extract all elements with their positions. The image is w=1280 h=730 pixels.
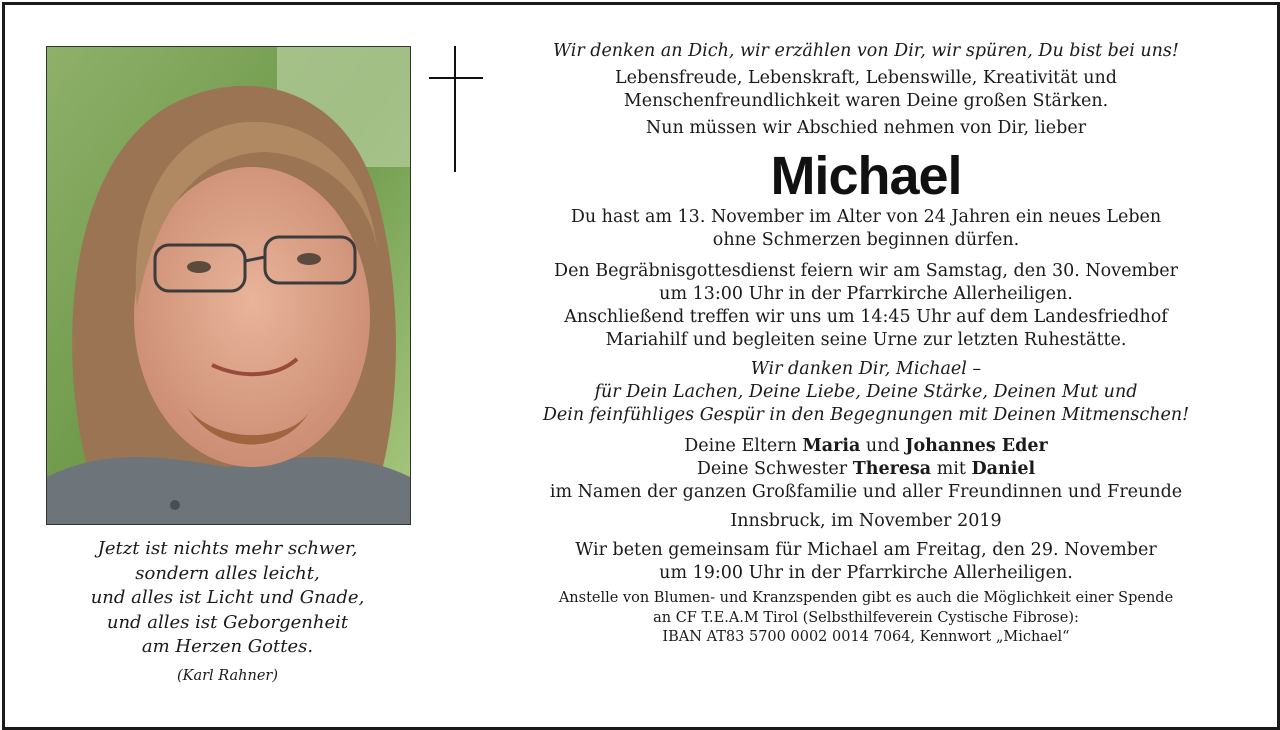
funeral-text-line: um 13:00 Uhr in der Pfarrkirche Allerheiligen. <box>659 284 1073 304</box>
strengths-line: Menschenfreundlichkeit waren Deine großen Stärken. <box>623 91 1109 111</box>
portrait-illustration <box>47 47 410 524</box>
funeral-text-line: Anschließend treffen wir uns um 14:45 Uhr auf dem Landesfriedhof <box>564 307 1168 327</box>
donation-line: Anstelle von Blumen- und Kranzspenden gibt es auch die Möglichkeit einer Spende <box>558 590 1174 606</box>
donation-line: an CF T.E.A.M Tirol (Selbsthilfeverein Cystische Fibrose): <box>653 609 1079 626</box>
poem-line: Jetzt ist nichts mehr schwer, <box>97 538 358 559</box>
mourners-prefix: Deine Eltern <box>684 436 803 456</box>
deceased-name: Michael <box>770 146 962 206</box>
mourners-joiner: und <box>860 436 906 456</box>
poem-attribution: (Karl Rahner) <box>176 668 279 684</box>
thanks-line: Wir danken Dir, Michael – <box>750 359 982 379</box>
poem-line: sondern alles leicht, <box>135 562 320 584</box>
farewell-line: Nun müssen wir Abschied nehmen von Dir, lieber <box>645 118 1087 138</box>
death-text-line: ohne Schmerzen beginnen dürfen. <box>712 230 1020 250</box>
mourners-family: im Namen der ganzen Großfamilie und aller Freundinnen und Freunde <box>549 482 1183 502</box>
thanks-line: Dein feinfühliges Gespür in den Begegnungen mit Deinen Mitmenschen! <box>542 405 1190 425</box>
mourner-name: Daniel <box>971 459 1036 479</box>
mourner-name: Johannes Eder <box>905 436 1048 456</box>
poem-line: am Herzen Gottes. <box>141 636 314 657</box>
obituary-text <box>500 40 1232 648</box>
death-text-line: Du hast am 13. November im Alter von 24 Jahren ein neues Leben <box>570 207 1162 227</box>
poem-line: und alles ist Geborgenheit <box>106 611 349 633</box>
prayer-line: Wir beten gemeinsam für Michael am Freitag, den 29. November <box>575 540 1157 560</box>
mourners-joiner: mit <box>931 459 972 479</box>
mourners-parents <box>500 435 1232 458</box>
poem-line: und alles ist Licht und Gnade, <box>90 587 365 608</box>
portrait-photo <box>46 46 411 525</box>
mourner-name: Maria <box>802 436 861 456</box>
thanks-line: für Dein Lachen, Deine Liebe, Deine Stärke, Deinen Mut und <box>594 382 1138 402</box>
prayer-line: um 19:00 Uhr in der Pfarrkirche Allerheiligen. <box>659 563 1073 583</box>
poem <box>46 537 409 660</box>
cross-icon <box>454 46 456 172</box>
strengths-line: Lebensfreude, Lebenskraft, Lebenswille, Kreativität und <box>615 68 1117 88</box>
place-date: Innsbruck, im November 2019 <box>730 511 1002 531</box>
funeral-text-line: Den Begräbnisgottesdienst feiern wir am Samstag, den 30. November <box>554 261 1178 281</box>
donation-line: IBAN AT83 5700 0002 0014 7064, Kennwort „Michael“ <box>662 629 1070 645</box>
mourner-name: Theresa <box>852 459 932 479</box>
mourners-sister <box>500 458 1232 481</box>
funeral-text-line: Mariahilf und begleiten seine Urne zur letzten Ruhestätte. <box>605 330 1127 350</box>
motto: Wir denken an Dich, wir erzählen von Dir, wir spüren, Du bist bei uns! <box>553 41 1179 61</box>
cross-icon-bar <box>429 77 483 79</box>
mourners-prefix: Deine Schwester <box>696 459 853 479</box>
